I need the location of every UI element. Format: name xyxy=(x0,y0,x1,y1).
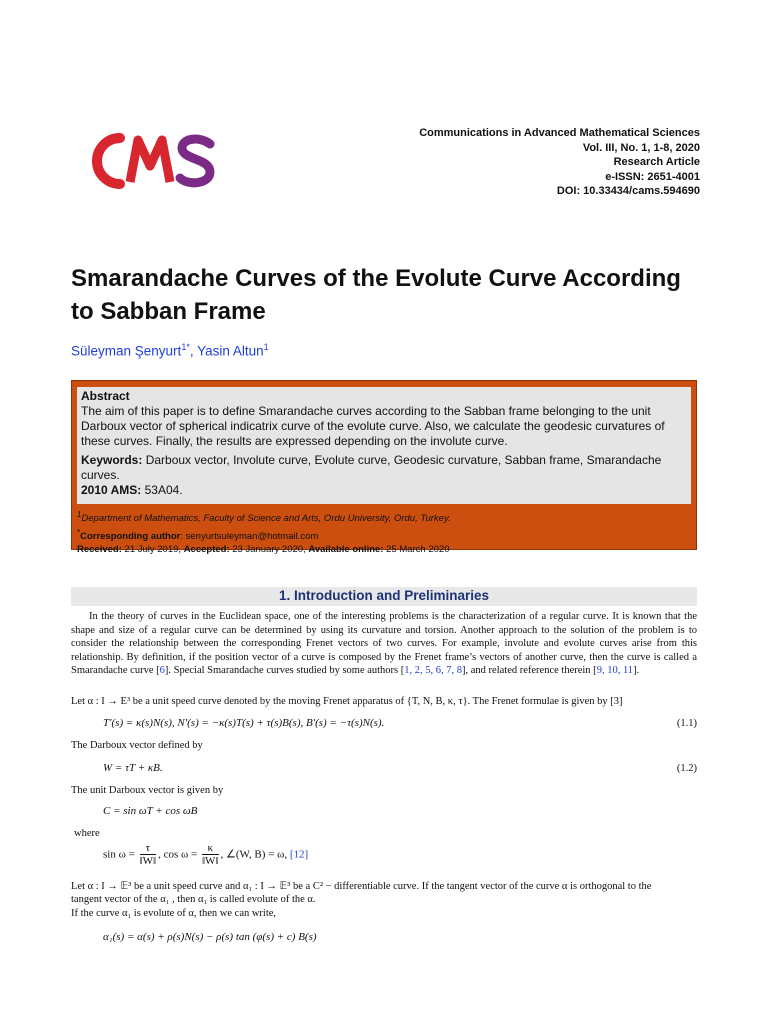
equation-evolute: α₁(s) = α(s) + ρ(s)N(s) − ρ(s) tan (φ(s) + c) B(s) xyxy=(103,931,317,943)
keywords-text: Darboux vector, Involute curve, Evolute curve, Geodesic curvature, Sabban frame, Smarandache curves. xyxy=(81,453,662,482)
abstract-content xyxy=(77,387,691,504)
body-line: Let α : I → 𝔼³ be a unit speed curve and α₁ : I → 𝔼³ be a C² − differentiable curve. If the tangent vector of the curve α is orthogonal to the xyxy=(71,881,652,892)
author-mark: 1* xyxy=(181,342,190,352)
intro-text: ]. xyxy=(633,665,640,676)
angle-text: , ∠(W, B) = ω, xyxy=(220,848,290,861)
equation-darboux: W = τT + κB. xyxy=(103,762,163,774)
intro-text: In the theory of curves in the Euclidean space, one of the interesting problems is the characterization of a regular curve. It is known that the shape and size of a regular curve can be determined by using its curvature and torsion. Another approach to the solution of the problem is to consider the relationship between the corresponding Frenet vectors of two curves. For example, involute and evolute curves arise from this relationship. By definition, if the position vector of a curve is composed by the Frenet frame’s vectors of another curve, then the curve is called a Smarandache curve [ xyxy=(71,611,697,676)
where-text: where xyxy=(74,828,100,839)
intro-paragraph xyxy=(71,610,697,678)
fraction xyxy=(202,842,219,868)
equation-number: (1.2) xyxy=(676,763,697,774)
sin-lhs: sin ω = xyxy=(103,848,135,861)
accepted-date: 23 January 2020, xyxy=(229,544,309,556)
affiliation-text: Department of Mathematics, Faculty of Science and Arts, Ordu University, Ordu, Turkey. xyxy=(81,513,451,525)
online-date: 25 March 2020 xyxy=(383,544,450,556)
citation-link[interactable]: 6 xyxy=(159,665,165,676)
paper-title: Smarandache Curves of the Evolute Curve According to Sabban Frame xyxy=(71,265,681,325)
corr-email[interactable]: : senyurtsuleyman@hotmail.com xyxy=(180,530,319,542)
received-date: 21 July 2019, xyxy=(121,544,184,556)
section-title: 1. Introduction and Preliminaries xyxy=(278,588,490,603)
abstract-text: The aim of this paper is to define Smarandache curves according to the Sabban frame belonging to the unit Darboux vector of spherical indicatrix curve of the evolute curve. Also, we calculate the geodesic curvatures of these curves. Finally, the results are expressed depending on the involute curve. xyxy=(81,404,665,448)
cos-lhs: , cos ω = xyxy=(158,848,198,861)
intro-text: ]. Special Smarandache curves studied by some authors [ xyxy=(164,665,405,676)
journal-info xyxy=(419,126,700,199)
equation-angles xyxy=(103,842,308,868)
fraction-numerator: τ xyxy=(140,842,157,855)
intro-text: ], and related reference therein [ xyxy=(462,665,597,676)
equation-frenet: T′(s) = κ(s)N(s), N′(s) = −κ(s)T(s) + τ(s)B(s), B′(s) = −τ(s)N(s). xyxy=(103,717,385,729)
ams-label: 2010 AMS: xyxy=(81,483,142,497)
article-type: Research Article xyxy=(613,156,700,168)
article-doi: DOI: 10.33434/cams.594690 xyxy=(556,185,700,197)
cms-logo xyxy=(82,126,222,196)
author-link[interactable]: Süleyman Şenyurt xyxy=(71,343,182,359)
fraction xyxy=(140,842,157,868)
body-line: tangent vector of the α₁ , then α₁ is called evolute of the α. xyxy=(71,894,316,905)
online-label: Available online: xyxy=(308,544,384,556)
corr-label: Corresponding author xyxy=(80,530,181,542)
keywords-label: Keywords: xyxy=(81,453,143,467)
body-line: If the curve α₁ is evolute of α, then we can write, xyxy=(71,908,277,919)
affil-mark: 1 xyxy=(77,510,82,519)
author-separator: , xyxy=(189,343,198,359)
fraction-denominator: ‖W‖ xyxy=(139,855,157,867)
unit-darboux-intro: The unit Darboux vector is given by xyxy=(71,785,224,796)
darboux-intro: The Darboux vector defined by xyxy=(71,740,203,751)
journal-volume: Vol. III, No. 1, 1-8, 2020 xyxy=(582,141,700,154)
let-sentence: Let α : I → E³ be a unit speed curve denoted by the moving Frenet apparatus of {T, N, B, κ, τ}. The Frenet formulae is given by [3] xyxy=(71,696,623,707)
citation-link[interactable]: [12] xyxy=(289,848,309,861)
equation-unit-darboux: C = sin ωT + cos ωB xyxy=(103,805,198,817)
citation-link[interactable]: 1, 2, 5, 6, 7, 8 xyxy=(404,665,463,676)
fraction-denominator: ‖W‖ xyxy=(201,855,219,867)
received-label: Received: xyxy=(77,544,122,556)
section-heading-bar xyxy=(71,587,697,606)
abstract-box xyxy=(71,380,697,556)
corr-mark: * xyxy=(77,527,81,537)
citation-link[interactable]: 9, 10, 11 xyxy=(596,665,634,676)
ams-code: 53A04. xyxy=(144,483,183,497)
author-list xyxy=(71,342,269,359)
equation-number: (1.1) xyxy=(676,718,697,729)
journal-eissn: e-ISSN: 2651-4001 xyxy=(605,170,700,183)
journal-name: Communications in Advanced Mathematical Sciences xyxy=(419,127,700,139)
author-mark: 1 xyxy=(263,342,269,352)
author-link[interactable]: Yasin Altun xyxy=(197,343,264,359)
abstract-label: Abstract xyxy=(81,389,130,403)
affiliation-block xyxy=(77,508,691,557)
fraction-numerator: κ xyxy=(202,842,219,855)
accepted-label: Accepted: xyxy=(183,544,230,556)
